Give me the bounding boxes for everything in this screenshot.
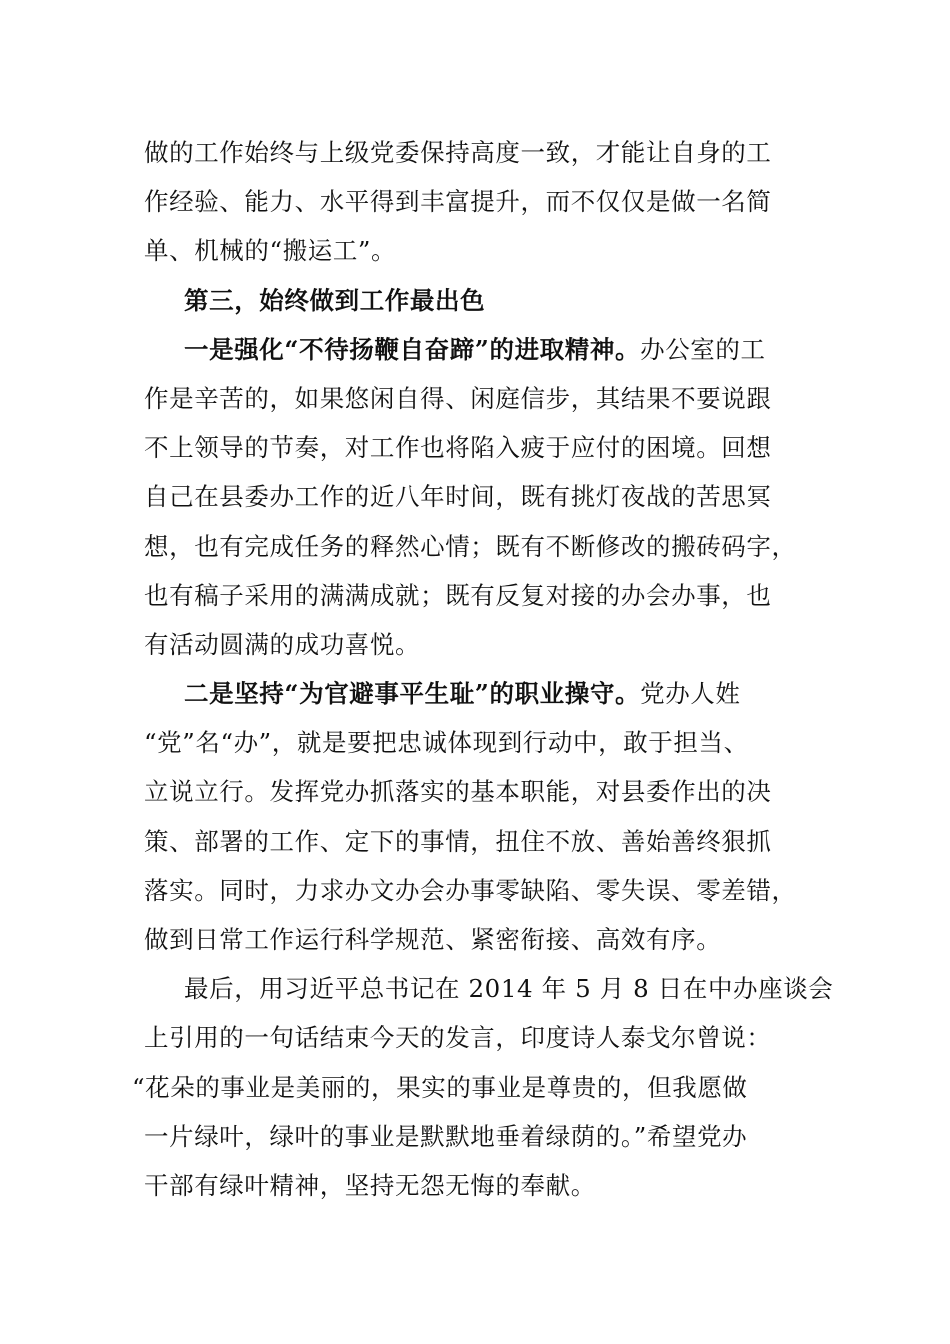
paragraph-line: 做的工作始终与上级党委保持高度一致，才能让自身的工 — [144, 138, 772, 167]
paragraph-line: 也有稿子采用的满满成就；既有反复对接的办会办事，也 — [144, 580, 772, 610]
bold-lead: 一是强化“不待扬鞭自奋蹄”的进取精神。 — [184, 334, 641, 364]
paragraph-line: 作是辛苦的，如果悠闲自得、闲庭信步，其结果不要说跟 — [144, 383, 772, 413]
paragraph-line: 做到日常工作运行科学规范、紧密衔接、高效有序。 — [144, 925, 722, 954]
paragraph-line: 作经验、能力、水平得到丰富提升，而不仅仅是做一名简 — [144, 187, 772, 217]
bold-lead: 二是坚持“为官避事平生耻”的职业操守。 — [184, 679, 641, 709]
paragraph-line: “党”名“办”，就是要把忠诚体现到行动中，敢于担当、 — [144, 728, 749, 758]
document-body — [132, 128, 834, 1210]
paragraph-line: 落实。同时，力求办文办会办事零缺陷、零失误、零差错， — [144, 875, 797, 905]
paragraph-first-line — [144, 669, 812, 718]
paragraph-first-line — [144, 325, 812, 374]
paragraph-text: 办公室的工 — [640, 334, 766, 364]
paragraph-line: 单、机械的“搬运工”。 — [144, 236, 397, 266]
paragraph-line: 想，也有完成任务的释然心情；既有不断修改的搬砖码字， — [144, 531, 797, 561]
paragraph-text: 党办人姓 — [640, 679, 741, 709]
paragraph-line: 自己在县委办工作的近八年时间，既有挑灯夜战的苦思冥 — [144, 482, 772, 512]
paragraph-line: “花朵的事业是美丽的，果实的事业是尊贵的，但我愿做 — [132, 1072, 748, 1102]
paragraph-line: 干部有绿叶精神，坚持无怨无悔的奉献。 — [144, 1170, 596, 1200]
paragraph-line: 策、部署的工作、定下的事情，扭住不放、善始善终狠抓 — [144, 826, 772, 856]
paragraph-line: 一片绿叶，绿叶的事业是默默地垂着绿荫的。”希望党办 — [144, 1121, 748, 1151]
section-heading: 第三，始终做到工作最出色 — [184, 285, 486, 315]
paragraph-line: 立说立行。发挥党办抓落实的基本职能，对县委作出的决 — [144, 777, 772, 807]
paragraph-first-line: 最后，用习近平总书记在 2014 年 5 月 8 日在中办座谈会 — [184, 974, 834, 1004]
paragraph-line: 上引用的一句话结束今天的发言，印度诗人泰戈尔曾说： — [144, 1023, 772, 1053]
paragraph-line: 有活动圆满的成功喜悦。 — [144, 629, 421, 659]
paragraph-line: 不上领导的节奏，对工作也将陷入疲于应付的困境。回想 — [144, 433, 772, 463]
